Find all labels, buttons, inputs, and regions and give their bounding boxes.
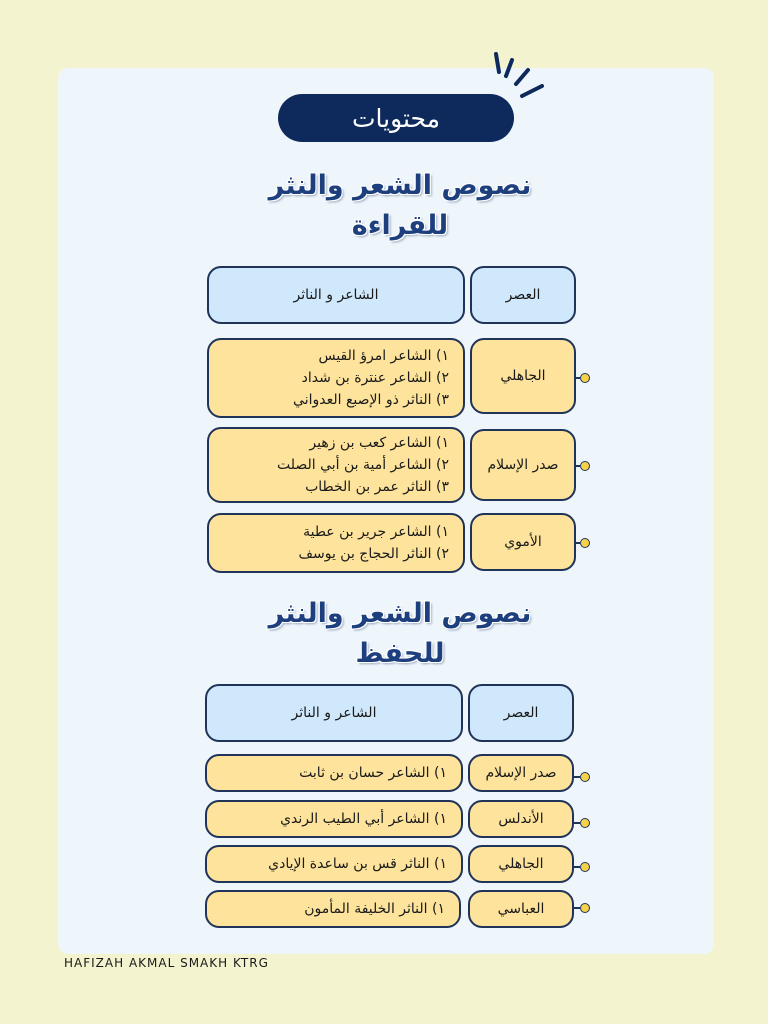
- list-item: ٢) الناثر الحجاج بن يوسف: [298, 546, 449, 562]
- section-title-reading: [200, 166, 600, 246]
- era-cell: الجاهلي: [468, 845, 574, 883]
- list-item: ١) الشاعر حسان بن ثابت: [299, 765, 447, 781]
- section-title-memorize: [200, 594, 600, 674]
- bullet-dot-icon: [580, 373, 590, 383]
- bullet-dot-icon: [580, 772, 590, 782]
- page-title: محتويات: [278, 94, 514, 142]
- era-cell: الأموي: [470, 513, 576, 571]
- names-cell: [205, 890, 461, 928]
- list-item: ٢) الشاعر عنترة بن شداد: [301, 370, 449, 386]
- section-title-line: للقراءة: [351, 210, 449, 241]
- list-item: ١) الشاعر أبي الطيب الرندي: [280, 811, 447, 827]
- era-cell: الأندلس: [468, 800, 574, 838]
- section-title-line: نصوص الشعر والنثر: [268, 170, 532, 201]
- names-cell: [207, 513, 465, 573]
- section-title-line: نصوص الشعر والنثر: [268, 598, 532, 629]
- names-cell: [207, 338, 465, 418]
- era-cell: صدر الإسلام: [468, 754, 574, 792]
- list-item: ٣) الناثر ذو الإصبع العدواني: [293, 392, 449, 408]
- list-item: ١) الشاعر كعب بن زهير: [309, 435, 449, 451]
- header-era: العصر: [468, 684, 574, 742]
- header-poet: الشاعر و الناثر: [207, 266, 465, 324]
- bullet-dot-icon: [580, 461, 590, 471]
- bullet-dot-icon: [580, 862, 590, 872]
- header-era: العصر: [470, 266, 576, 324]
- bullet-dot-icon: [580, 538, 590, 548]
- list-item: ١) الشاعر امرؤ القيس: [318, 348, 449, 364]
- list-item: ١) الناثر قس بن ساعدة الإيادي: [268, 856, 447, 872]
- list-item: ٢) الشاعر أمية بن أبي الصلت: [276, 457, 449, 473]
- era-cell: الجاهلي: [470, 338, 576, 414]
- bullet-dot-icon: [580, 903, 590, 913]
- list-item: ١) الشاعر جرير بن عطية: [303, 524, 449, 540]
- names-cell: [205, 845, 463, 883]
- names-cell: [205, 754, 463, 792]
- names-cell: [205, 800, 463, 838]
- list-item: ٣) الناثر عمر بن الخطاب: [305, 479, 449, 495]
- names-cell: [207, 427, 465, 503]
- author-credit: HAFIZAH AKMAL SMAKH KTRG: [64, 956, 269, 970]
- era-cell: صدر الإسلام: [470, 429, 576, 501]
- section-title-line: للحفظ: [355, 638, 445, 669]
- header-poet: الشاعر و الناثر: [205, 684, 463, 742]
- era-cell: العباسي: [468, 890, 574, 928]
- list-item: ١) الناثر الخليفة المأمون: [304, 901, 445, 917]
- bullet-dot-icon: [580, 818, 590, 828]
